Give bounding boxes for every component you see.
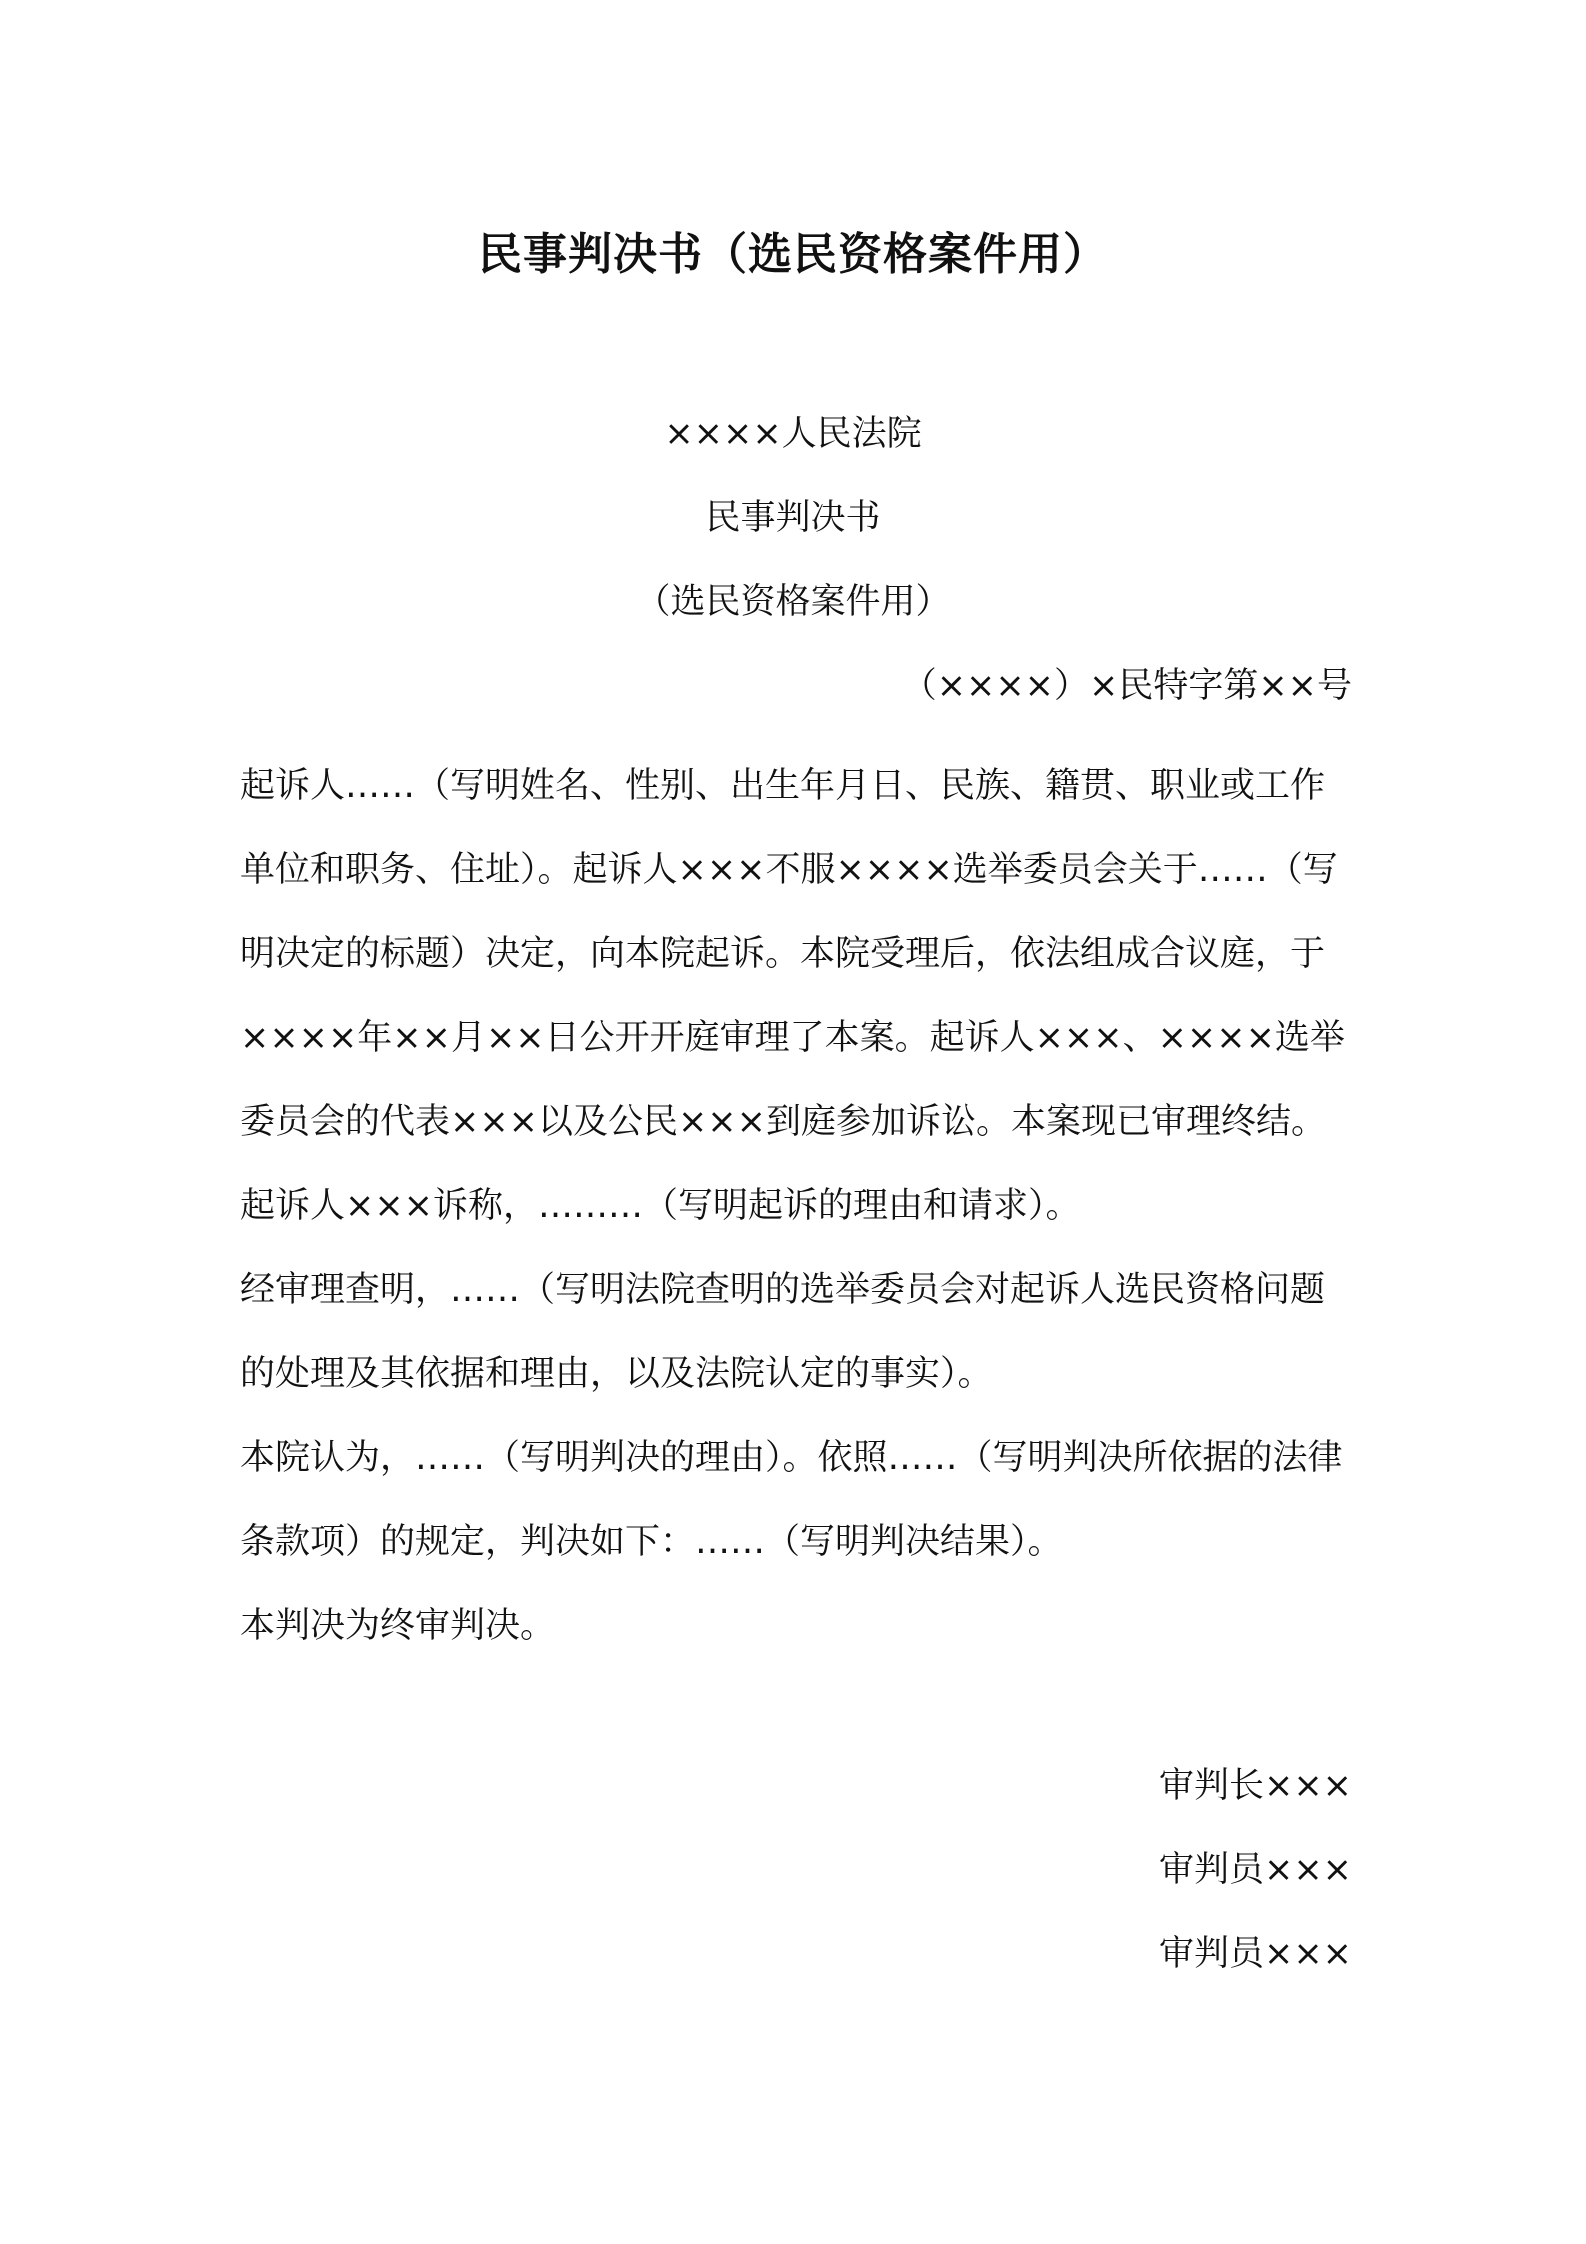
paragraph-reasoning: 本院认为，……（写明判决的理由）。依照……（写明判决所依据的法律条款项）的规定，判决如下：……（写明判决结果）。 [240,1438,1343,1562]
signature-judge-1: 审判员××× [1159,1850,1352,1890]
signature-judge-2: 审判员××× [1159,1934,1352,1974]
paragraph-findings: 经审理查明，……（写明法院查明的选举委员会对起诉人选民资格问题的处理及其依据和理由，以及法院认定的事实）。 [240,1270,1326,1394]
signature-presiding-judge: 审判长××× [1159,1766,1352,1806]
paragraph-final: 本判决为终审判决。 [240,1606,556,1646]
paragraph-plaintiff: 起诉人……（写明姓名、性别、出生年月日、民族、籍贯、职业或工作单位和职务、住址）。起诉人×××不服××××选举委员会关于……（写明决定的标题）决定，向本院起诉。本院受理后，依法组成合议庭，于××××年××月××日公开开庭审理了本案。起诉人×××、××××选举委员会的代表×××以及公民×××到庭参加诉讼。本案现已审理终结。起诉人×××诉称，………（写明起诉的理由和请求）。 [240,766,1345,1226]
document-usage: （选民资格案件用） [635,582,951,622]
document-title: 民事判决书（选民资格案件用） [478,229,1108,280]
judgment-body [240,744,1353,1668]
case-number: （××××）×民特字第××号 [901,666,1352,706]
court-name: ××××人民法院 [664,414,922,454]
signature-block [1159,1744,1352,1996]
document-kind: 民事判决书 [705,498,881,538]
